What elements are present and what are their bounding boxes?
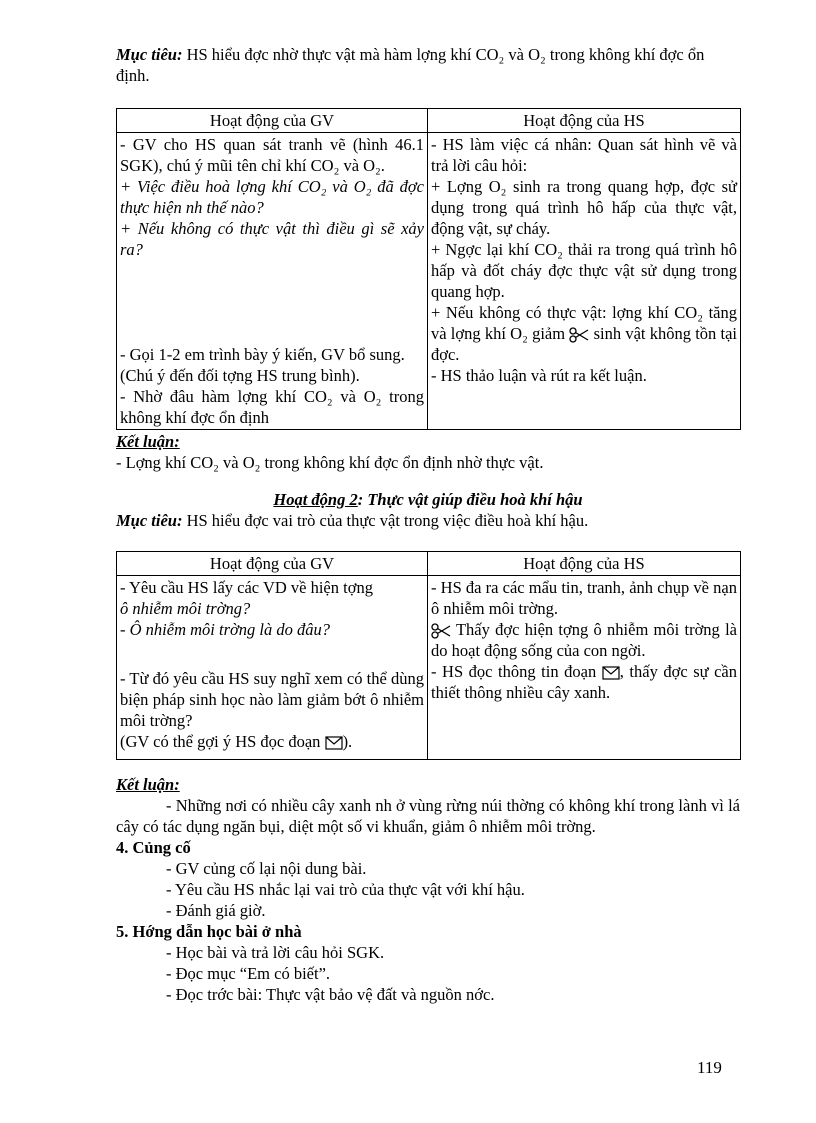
hs-line: - HS làm việc cá nhân: Quan sát hình vẽ và trả lời câu hỏi: [431, 135, 737, 175]
section2-objective [116, 510, 740, 531]
activity-table-1 [116, 108, 741, 430]
gv-line: - GV cho HS quan sát tranh vẽ (hình 46.1 SGK), chú ý mũi tên chỉ khí CO₂ và O₂. [120, 135, 424, 175]
envelope-icon [602, 666, 620, 680]
table1-hs-cell [428, 133, 741, 430]
hs-line: - HS đa ra các mẩu tin, tranh, ảnh chụp về nạn ô nhiễm môi trờng. [431, 578, 737, 618]
list-item: - GV củng cố lại nội dung bài. [166, 859, 367, 878]
activity-table-2 [116, 551, 741, 760]
section5-heading: 5. Hớng dẫn học bài ở nhà [116, 922, 302, 941]
gv-line: - Gọi 1-2 em trình bày ý kiến, GV bổ sung. [120, 345, 405, 364]
conclusion-label: Kết luận: [116, 775, 180, 794]
list-item: - Đánh giá giờ. [166, 901, 266, 920]
list-item: - Yêu cầu HS nhắc lại vai trò của thực vật với khí hậu. [166, 880, 525, 899]
gv-line: ô nhiễm môi trờng? [120, 599, 251, 618]
gv-line: ). [342, 732, 353, 751]
scissors-icon [431, 623, 451, 639]
hs-line: - HS thảo luận và rút ra kết luận. [431, 366, 647, 385]
table2-header-hs: Hoạt động của HS [428, 552, 741, 576]
table2-header-gv: Hoạt động của GV [117, 552, 428, 576]
hs-line: + Ngợc lại khí CO₂ thải ra trong quá trình hô hấp và đốt cháy đợc thực vật sử dụng trong quang hợp. [431, 240, 737, 301]
hs-line: , thấy đợc sự cần thiết thông nhiều cây xanh. [431, 662, 738, 702]
hs-line: + Lợng O₂ sinh ra trong quang hợp, đợc sử dụng trong quá trình hô hấp của thực vật, động vật, sự cháy. [431, 177, 737, 238]
objective-label: Mục tiêu: [116, 45, 183, 64]
gv-line: (Chú ý đến đối tợng HS trung bình). [120, 366, 360, 385]
section1-objective [116, 44, 740, 86]
hs-line: Thấy đợc hiện tợng ô nhiễm môi trờng là do hoạt động sống của con ngời. [431, 620, 737, 660]
conclusion-text: - Những nơi có nhiều cây xanh nh ở vùng rừng núi thờng có không khí trong lành vì lá cây có tác dụng ngăn bụi, diệt một số vi khuẩn, giảm ô nhiễm môi trờng. [116, 796, 740, 836]
hs-line: - HS đọc thông tin đoạn [431, 662, 597, 681]
objective-text: HS hiểu đợc nhờ thực vật mà hàm lợng khí CO₂ và O₂ trong không khí đợc ổn định. [116, 45, 705, 85]
conclusion-label: Kết luận: [116, 432, 180, 451]
objective-label: Mục tiêu: [116, 511, 183, 530]
gv-line: (GV có thể gợi ý HS đọc đoạn [120, 732, 321, 751]
table1-header-hs: Hoạt động của HS [428, 109, 741, 133]
gv-line: - Ô nhiễm môi trờng là do đâu? [120, 620, 331, 639]
objective-text: HS hiểu đợc vai trò của thực vật trong việc điều hoà khí hậu. [182, 511, 589, 530]
hs-line: sinh vật không tồn tại đợc. [431, 324, 738, 364]
section2-title [116, 489, 740, 510]
list-item: - Đọc mục “Em có biết”. [166, 964, 331, 983]
hs-line: + Nếu không có thực vật: lợng khí CO₂ tăng và lợng khí O₂ giảm [431, 303, 737, 343]
gv-line: - Yêu cầu HS lấy các VD về hiện tợng [120, 578, 373, 597]
gv-line: + Nếu không có thực vật thì điều gì sẽ xảy ra? [120, 219, 424, 259]
list-item: - Học bài và trả lời câu hỏi SGK. [166, 943, 385, 962]
list-item: - Đọc trớc bài: Thực vật bảo vệ đất và nguồn nớc. [166, 985, 495, 1004]
conclusion-text: - Lợng khí CO₂ và O₂ trong không khí đợc ổn định nhờ thực vật. [116, 453, 544, 472]
scissors-icon [569, 327, 589, 343]
document-page [116, 44, 740, 1005]
table1-header-gv: Hoạt động của GV [117, 109, 428, 133]
gv-line: - Từ đó yêu cầu HS suy nghĩ xem có thể dùng biện pháp sinh học nào làm giảm bớt ô nhiễm môi trờng? [120, 669, 424, 730]
table1-gv-cell [117, 133, 428, 430]
page-number: 119 [697, 1058, 722, 1077]
activity-title: : Thực vật giúp điều hoà khí hậu [357, 490, 583, 509]
table2-hs-cell [428, 576, 741, 760]
gv-line: - Nhờ đâu hàm lợng khí CO₂ và O₂ trong không khí đợc ổn định [120, 387, 424, 427]
envelope-icon [325, 736, 343, 750]
section4-heading: 4. Củng cố [116, 838, 191, 857]
table2-gv-cell [117, 576, 428, 760]
gv-line: + Việc điều hoà lợng khí CO₂ và O₂ đã đợc thực hiện nh thế nào? [120, 177, 424, 217]
activity-label: Hoạt động 2 [273, 490, 358, 509]
